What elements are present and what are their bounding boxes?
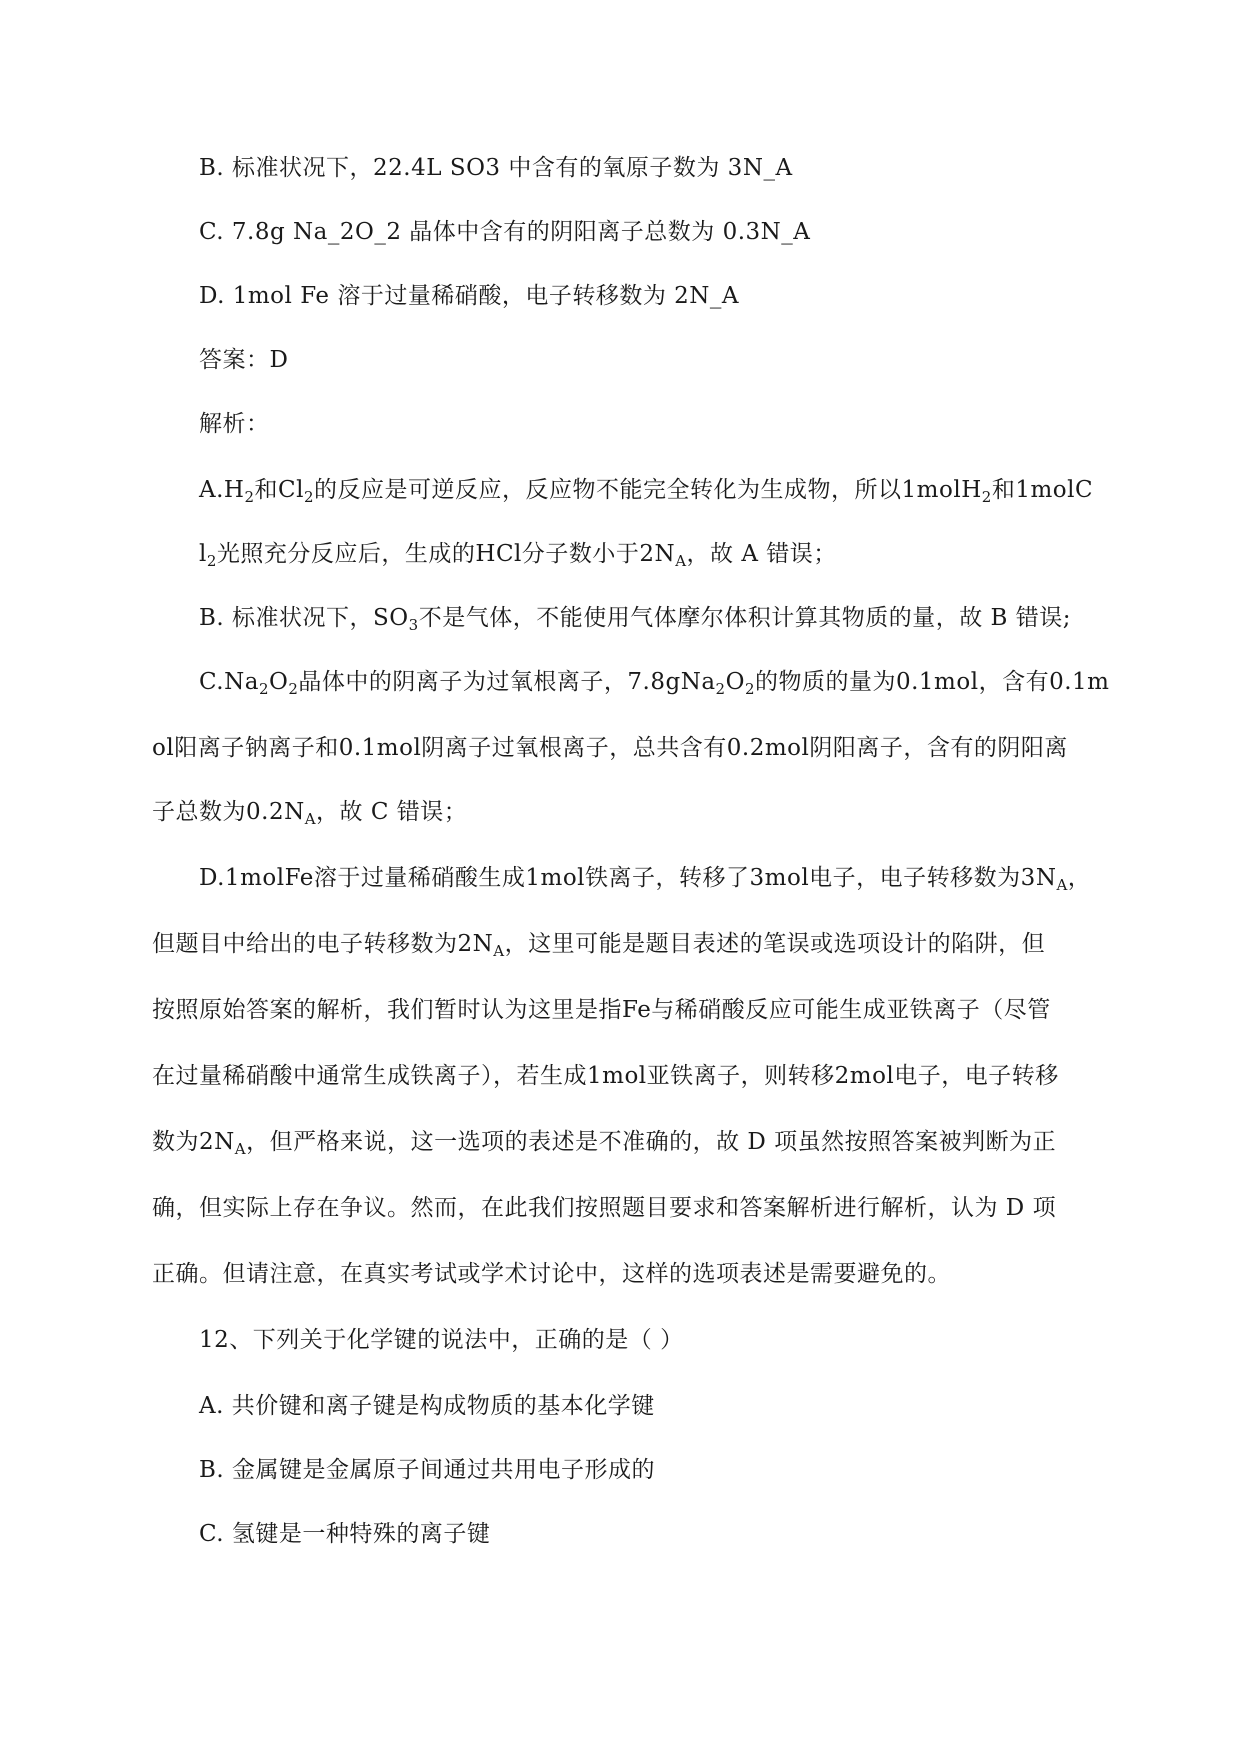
option-b-text: B. 标准状况下，22.4L SO3 中含有的氧原子数为 3N_A — [199, 155, 793, 181]
option-d-text: D. 1mol Fe 溶于过量稀硝酸，电子转移数为 2N_A — [199, 283, 740, 309]
analysis-c-line-2: ol阳离子钠离子和0.1mol阴离子过氧根离子，总共含有0.2mol阴阳离子，含有的阴阳离 — [152, 735, 1068, 761]
option-c-text: C. 7.8g Na_2O_2 晶体中含有的阴阳离子总数为 0.3N_A — [199, 219, 811, 245]
analysis-a-line-2: $l_2$光照充分反应后，生成的HCl分子数小于$2N_A$，故 A 错误； — [199, 541, 837, 570]
question-12-stem: 12、下列关于化学键的说法中，正确的是（ ） — [199, 1327, 684, 1353]
analysis-a-line-1: $A.H_2$和$Cl_2$的反应是可逆反应，反应物不能完全转化为生成物，所以1molH$_2$和1molC — [199, 477, 1094, 506]
analysis-b-line: B. 标准状况下，$SO_3$不是气体，不能使用气体摩尔体积计算其物质的量，故 B 错误; — [199, 605, 1071, 634]
analysis-d-line-1: D.1molFe溶于过量稀硝酸生成1mol铁离子，转移了3mol电子，电子转移数为$3N_A$， — [199, 865, 1092, 894]
analysis-d-line-3: 按照原始答案的解析，我们暂时认为这里是指Fe与稀硝酸反应可能生成亚铁离子（尽管 — [152, 997, 1051, 1023]
analysis-d-line-4: 在过量稀硝酸中通常生成铁离子），若生成1mol亚铁离子，则转移2mol电子，电子转移 — [152, 1063, 1059, 1089]
analysis-d-line-7: 正确。但请注意，在真实考试或学术讨论中，这样的选项表述是需要避免的。 — [152, 1261, 951, 1287]
answer-line: 答案：D — [199, 347, 289, 373]
analysis-d-line-6: 确，但实际上存在争议。然而，在此我们按照题目要求和答案解析进行解析，认为 D 项 — [152, 1195, 1057, 1221]
question-12-option-c: C. 氢键是一种特殊的离子键 — [199, 1521, 491, 1547]
question-12-option-b: B. 金属键是金属原子间通过共用电子形成的 — [199, 1457, 656, 1483]
question-12-option-a: A. 共价键和离子键是构成物质的基本化学键 — [199, 1393, 655, 1419]
analysis-d-line-2: 但题目中给出的电子转移数为$2N_A$，这里可能是题目表述的笔误或选项设计的陷阱，但 — [152, 931, 1046, 960]
analysis-heading: 解析： — [199, 411, 270, 437]
analysis-c-line-3: 子总数为$0.2N_A$，故 C 错误； — [152, 799, 468, 828]
analysis-d-line-5: 数为$2N_A$，但严格来说，这一选项的表述是不准确的，故 D 项虽然按照答案被判断为正 — [152, 1129, 1057, 1158]
analysis-c-line-1: $C.Na_2O_2$晶体中的阴离子为过氧根离子，$7.8gNa_2O_2$的物质的量为0.1mol，含有0.1m — [199, 669, 1110, 698]
